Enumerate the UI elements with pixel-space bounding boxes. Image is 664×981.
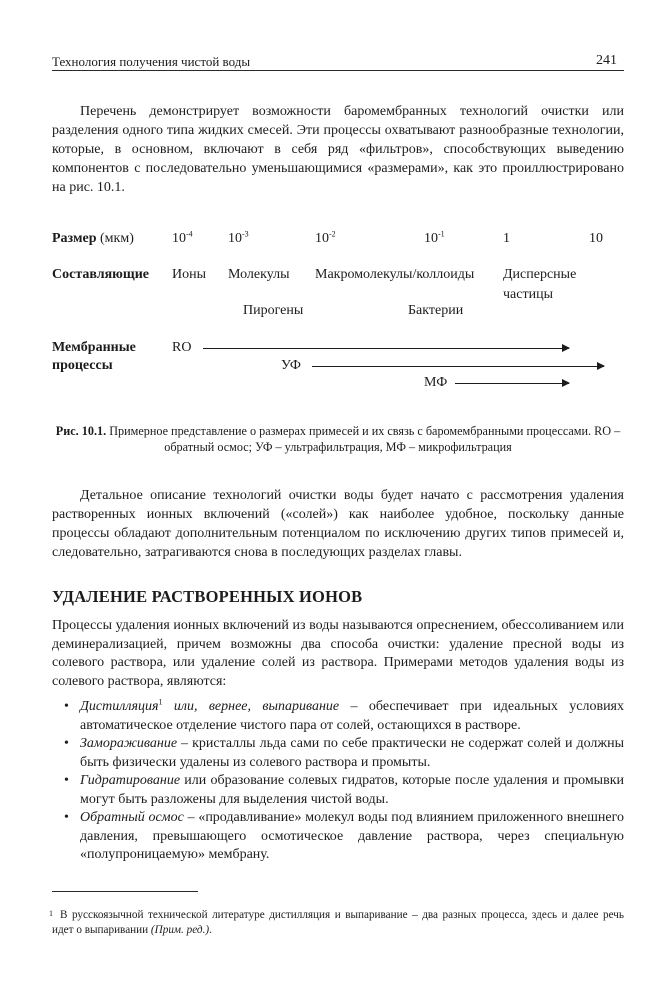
size-value: $10^{-4}$ — [172, 229, 193, 246]
methods-list — [52, 698, 624, 865]
process-mf: МФ — [424, 375, 448, 390]
process-uf: УФ — [281, 358, 301, 373]
size-label: Размер — [52, 231, 97, 246]
processes-label-2: процессы — [52, 358, 113, 373]
size-value: $10^{-2}$ — [315, 229, 336, 246]
ro-range-arrow — [203, 348, 569, 349]
component-pyrogens: Пирогены — [243, 303, 304, 318]
component-molecules: Молекулы — [228, 267, 290, 282]
footnote-rule — [52, 891, 198, 892]
uf-range-arrow — [312, 366, 604, 367]
components-label: Составляющие — [52, 267, 149, 282]
list-item: • Обратный осмос – «продавливание» молекул воды под влиянием приложенного внешнего давления, превышающего осмотическое давление раствора, через специальную «полупроницаемую» мембрану. — [64, 810, 624, 862]
footnote: 1 В русскоязычной технической литературе дистилляция и выпаривание – два разных процесса, здесь и далее речь идет о выпаривании (Прим. ред.). — [49, 909, 624, 936]
section-paragraph: Процессы удаления ионных включений из воды называются опреснением, обессоливанием или деминерализацией, причем возможны два способа очистки: удаление пресной воды из солевого раствора, или удаление солей из раствора. Примерами методов удаления воды из солевого раствора, являются: — [52, 618, 624, 689]
size-unit: (мкм) — [100, 231, 134, 246]
list-item: • Замораживание – кристаллы льда сами по себе практически не содержат солей и должны быть физически удалены из солевого раствора и промыты. — [64, 736, 624, 770]
size-row-label — [52, 231, 134, 247]
figure-caption: Рис. 10.1. Примерное представление о размерах примесей и их связь с баромембранными процессами. RO – обратный осмос; УФ – ультрафильтрация, МФ – микрофильтрация — [55, 424, 621, 454]
description-paragraph: Детальное описание технологий очистки воды будет начато с рассмотрения удаления растворенных ионных включений («солей») как наиболее удобное, поскольку данные процессы обладают дополнительным потенциалом по исключению других типов примесей и, следовательно, затрагиваются снова в последующих разделах главы. — [52, 488, 624, 560]
running-title: Технология получения чистой воды — [52, 54, 251, 69]
component-particles: частицы — [503, 287, 553, 302]
page-number: 241 — [596, 53, 617, 68]
processes-label: Мембранные — [52, 340, 136, 355]
process-ro: RO — [172, 340, 192, 355]
component-dispersed: Дисперсные — [503, 267, 577, 282]
size-value: 10 — [589, 231, 603, 246]
component-macromolecules: Макромолекулы/коллоиды — [315, 267, 475, 282]
component-ions: Ионы — [172, 267, 207, 282]
size-value: $10^{-3}$ — [228, 229, 249, 246]
section-title: УДАЛЕНИЕ РАСТВОРЕННЫХ ИОНОВ — [52, 587, 363, 606]
header-rule — [52, 70, 624, 71]
component-bacteria: Бактерии — [408, 303, 464, 318]
mf-range-arrow — [455, 383, 569, 384]
intro-paragraph: Перечень демонстрирует возможности баромембранных технологий очистки или разделения одного типа жидких смесей. Эти процессы охватывают разнообразные технологии, которые, в основном, включают в себя ряд «фильтров», способствующих выведению компонентов с последовательно уменьшающимися «размерами», как это проиллюстрировано на рис. 10.1. — [52, 104, 624, 195]
list-item: • Дистилляция$^1$ или, вернее, выпаривание – обеспечивает при идеальных условиях автоматическое отделение чистого пара от солей, остающихся в растворе. — [64, 697, 624, 733]
size-value: 1 — [503, 231, 510, 246]
list-item: • Гидратирование или образование солевых гидратов, которые после удаления и промывки могут быть разложены для выделения чистой воды. — [64, 773, 624, 807]
size-value: $10^{-1}$ — [424, 229, 445, 246]
